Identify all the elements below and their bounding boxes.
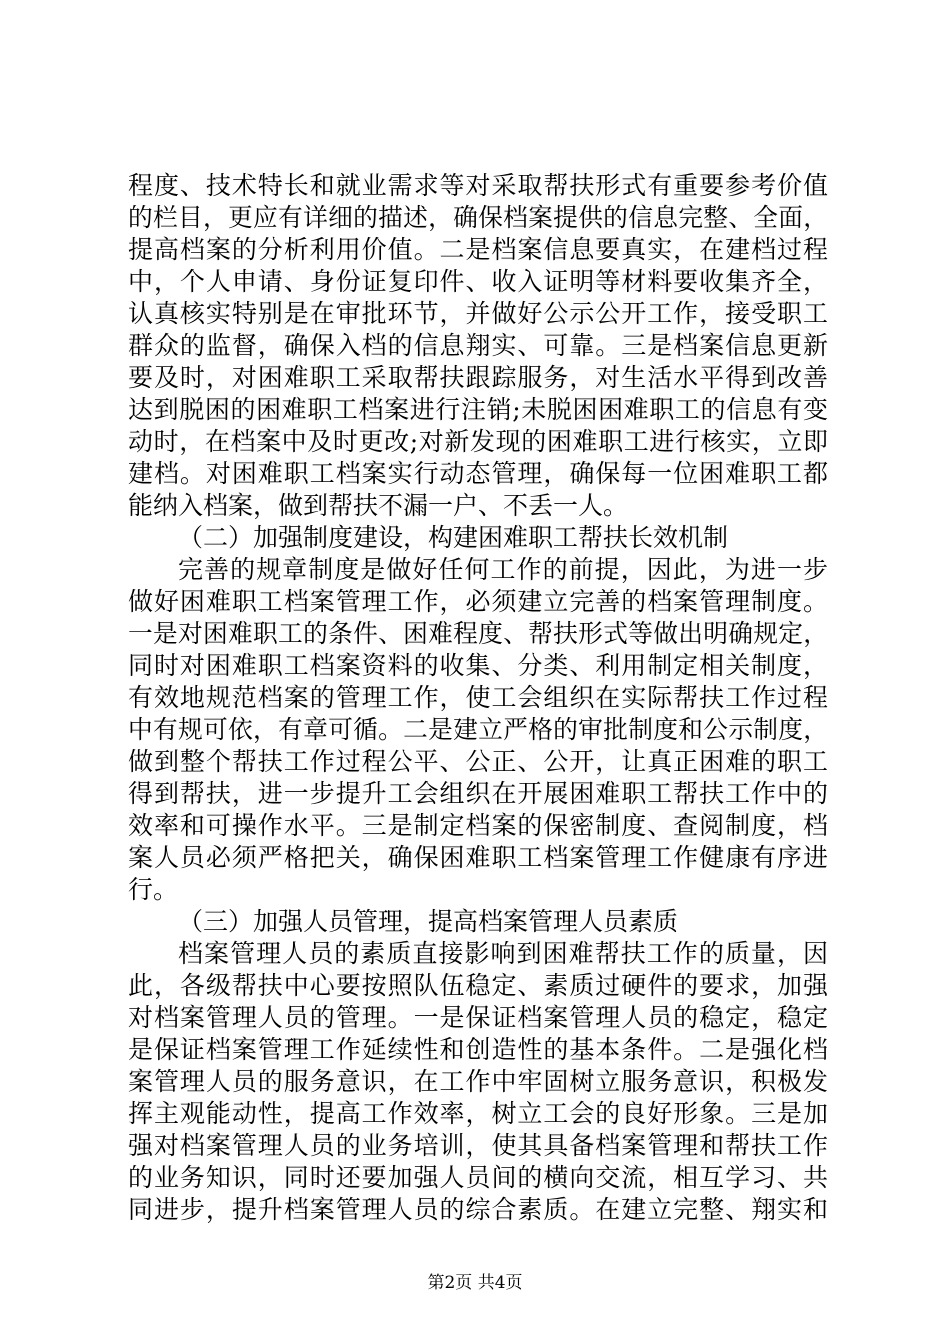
document-body: [128, 170, 828, 1226]
text-line: 同进步，提升档案管理人员的综合素质。在建立完整、翔实和: [128, 1195, 828, 1224]
text-line: 此，各级帮扶中心要按照队伍稳定、素质过硬件的要求，加强: [128, 971, 828, 1000]
text-line: 做到整个帮扶工作过程公平、公正、公开，让真正困难的职工: [128, 747, 828, 776]
text-line: 行。: [128, 875, 179, 904]
text-line: 动时，在档案中及时更改;对新发现的困难职工进行核实，立即: [128, 427, 828, 456]
text-line: 对档案管理人员的管理。一是保证档案管理人员的稳定，稳定: [128, 1003, 828, 1032]
text-line: 提高档案的分析利用价值。二是档案信息要真实，在建档过程: [128, 235, 828, 264]
text-line: 是保证档案管理工作延续性和创造性的基本条件。二是强化档: [128, 1035, 828, 1064]
text-line: 的业务知识，同时还要加强人员间的横向交流，相互学习、共: [128, 1163, 828, 1192]
text-line: 建档。对困难职工档案实行动态管理，确保每一位困难职工都: [128, 459, 828, 488]
text-line: 做好困难职工档案管理工作，必须建立完善的档案管理制度。: [128, 587, 828, 616]
section-heading: （二）加强制度建设，构建困难职工帮扶长效机制: [178, 523, 729, 552]
section-heading: （三）加强人员管理，提高档案管理人员素质: [178, 907, 679, 936]
text-line: 案管理人员的服务意识，在工作中牢固树立服务意识，积极发: [128, 1067, 828, 1096]
text-line: 强对档案管理人员的业务培训，使其具备档案管理和帮扶工作: [128, 1131, 828, 1160]
text-line: 得到帮扶，进一步提升工会组织在开展困难职工帮扶工作中的: [128, 779, 828, 808]
text-line: 案人员必须严格把关，确保困难职工档案管理工作健康有序进: [128, 843, 828, 872]
text-line: 达到脱困的困难职工档案进行注销;未脱困困难职工的信息有变: [128, 395, 828, 424]
text-line: 档案管理人员的素质直接影响到困难帮扶工作的质量，因: [178, 939, 828, 968]
text-line: 同时对困难职工档案资料的收集、分类、利用制定相关制度，: [128, 651, 828, 680]
text-line: 一是对困难职工的条件、困难程度、帮扶形式等做出明确规定，: [128, 619, 828, 648]
text-line: 效率和可操作水平。三是制定档案的保密制度、查阅制度，档: [128, 811, 828, 840]
text-line: 群众的监督，确保入档的信息翔实、可靠。三是档案信息更新: [128, 331, 828, 360]
text-line: 要及时，对困难职工采取帮扶跟踪服务，对生活水平得到改善: [128, 363, 828, 392]
text-line: 完善的规章制度是做好任何工作的前提，因此，为进一步: [178, 555, 828, 584]
text-line: 中有规可依，有章可循。二是建立严格的审批制度和公示制度，: [128, 715, 828, 744]
text-line: 程度、技术特长和就业需求等对采取帮扶形式有重要参考价值: [128, 171, 828, 200]
text-line: 中，个人申请、身份证复印件、收入证明等材料要收集齐全，: [128, 267, 828, 296]
text-line: 认真核实特别是在审批环节，并做好公示公开工作，接受职工: [128, 299, 828, 328]
text-line: 挥主观能动性，提高工作效率，树立工会的良好形象。三是加: [128, 1099, 828, 1128]
page-footer: 第2页 共4页: [427, 1273, 523, 1293]
text-line: 有效地规范档案的管理工作，使工会组织在实际帮扶工作过程: [128, 683, 828, 712]
text-line: 的栏目，更应有详细的描述，确保档案提供的信息完整、全面，: [128, 203, 828, 232]
text-line: 能纳入档案，做到帮扶不漏一户、不丢一人。: [128, 491, 629, 520]
